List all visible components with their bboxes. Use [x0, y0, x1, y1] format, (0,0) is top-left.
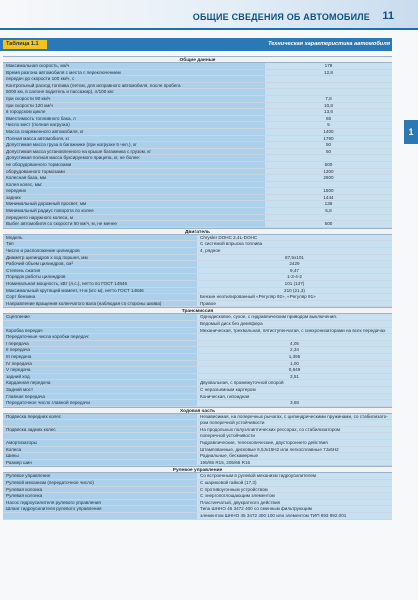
row-value: 1790	[265, 136, 392, 142]
row-label: задний ход	[3, 374, 197, 380]
row-label: Диаметр цилиндров x ход поршня, мм	[3, 255, 197, 261]
row-value: Однодисковое, сухое, с гидравлическим приводом выключения.	[197, 314, 392, 320]
table-row	[3, 96, 392, 103]
table-row	[3, 347, 392, 354]
table-row	[3, 341, 392, 348]
row-label: Максимальная скорость, км/ч	[3, 63, 265, 69]
row-label: Выбег автомобиля со скорости 50 км/ч, м, не менее	[3, 221, 265, 227]
table-row	[3, 268, 392, 275]
row-value: 13,6	[265, 109, 392, 115]
table-row	[3, 241, 392, 248]
row-value: 2429	[197, 261, 392, 267]
row-value: 1,00	[197, 361, 392, 367]
table-row	[3, 460, 392, 467]
row-value: 178	[265, 63, 392, 69]
row-value: 4,05	[197, 341, 392, 347]
row-value: 3,51	[197, 374, 392, 380]
table-row	[3, 248, 392, 255]
row-value: Штампованные, дисковые 6,5Jx15H2 или легкосплавные 7Jx6H2	[197, 447, 392, 453]
row-label: не оборудованного тормозами	[3, 162, 265, 168]
header-rule	[0, 28, 418, 30]
page-number: 11	[382, 10, 394, 22]
row-label: Рулевая колонка	[3, 493, 197, 499]
table-row	[3, 447, 392, 454]
row-value: Ведомый диск без демпфера	[197, 321, 392, 327]
row-value: 12,8	[265, 70, 392, 76]
table-title: Техническая характеристика автомобиля	[268, 41, 390, 47]
table-row	[3, 361, 392, 368]
table-row	[3, 208, 392, 215]
row-value: Пластинчатый, двукратного действия	[197, 500, 392, 506]
row-label: Сцепление	[3, 314, 197, 320]
row-label: Время разгона автомобиля с места с переключением	[3, 70, 265, 76]
row-value	[265, 215, 392, 221]
table-row	[3, 142, 392, 149]
row-value: 9,47	[197, 268, 392, 274]
row-label: оборудованного тормозами	[3, 169, 265, 175]
row-label: Задний мост	[3, 387, 197, 393]
row-value: Chrysler DOHC 2,4L-DOHC	[197, 235, 392, 241]
row-value: 1,395	[197, 354, 392, 360]
row-value: 0,849	[197, 367, 392, 373]
row-value: Коническая, гипоидная	[197, 394, 392, 400]
row-value: Независимая, на поперечных рычагах, с цилиндрическими пружинами, со стабилизато-	[197, 414, 392, 420]
table-row	[3, 427, 392, 434]
row-label	[3, 420, 197, 426]
table-row	[3, 221, 392, 228]
table-row	[3, 500, 392, 507]
table-row	[3, 420, 392, 427]
row-label: Направление вращения коленчатого вала (наблюдая со стороны шкива)	[3, 301, 197, 307]
row-label: Колеса	[3, 447, 197, 453]
table-row	[3, 188, 392, 195]
table-row	[3, 354, 392, 361]
table-row	[3, 294, 392, 301]
table-row	[3, 83, 392, 90]
row-label: в городском цикле	[3, 109, 265, 115]
table-row	[3, 513, 392, 520]
row-value: поперечной устойчивости	[197, 433, 392, 439]
row-value: 500	[265, 221, 392, 227]
row-label: Подвеска задних колес	[3, 427, 197, 433]
table-section	[3, 407, 392, 467]
row-value: 500	[265, 162, 392, 168]
row-label: 5000 км, в салоне водитель и пассажир), л/100 км:	[3, 89, 265, 95]
row-label: Коробка передач	[3, 328, 197, 334]
row-label: передних	[3, 188, 265, 194]
row-label: III передача	[3, 354, 197, 360]
row-value: 1500	[265, 188, 392, 194]
page-header	[0, 0, 418, 30]
table-section	[3, 228, 392, 308]
row-label: при скорости 90 км/ч	[3, 96, 265, 102]
table-row	[3, 487, 392, 494]
table-row	[3, 334, 392, 341]
table-row	[3, 473, 392, 480]
row-label: Сорт бензина	[3, 294, 197, 300]
row-value: Типа ШННО 45 3472 400 со сменным фильтрующим	[197, 506, 392, 512]
row-label: Контрольный расход топлива (летом, для исправного автомобиля, после пробега	[3, 83, 265, 89]
row-label: Главная передача	[3, 394, 197, 400]
row-label: Полная масса автомобиля, кг	[3, 136, 265, 142]
table-row	[3, 169, 392, 176]
row-value: Механическая, трехвальная, пятиступенчатая, с синхронизаторами на всех передачах	[197, 328, 392, 334]
row-value: 87,5x101	[197, 255, 392, 261]
row-value: 136	[265, 201, 392, 207]
row-label: Амортизаторы	[3, 440, 197, 446]
table-row	[3, 440, 392, 447]
row-label: Подвеска передних колес	[3, 414, 197, 420]
row-value: 5,8	[265, 208, 392, 214]
table-row	[3, 201, 392, 208]
table-row	[3, 89, 392, 96]
row-value: 50	[265, 149, 392, 155]
table-row	[3, 480, 392, 487]
table-row	[3, 155, 392, 162]
row-label: Колея колес, мм:	[3, 182, 265, 188]
row-label: Насос гидроусилителя рулевого управления	[3, 500, 197, 506]
row-label: Тип	[3, 241, 197, 247]
row-label: задних	[3, 195, 265, 201]
row-value	[265, 83, 392, 89]
row-value: 210 (21,3)	[197, 288, 392, 294]
row-value: Правое	[197, 301, 392, 307]
table-row	[3, 129, 392, 136]
row-label: Допустимая масса установленного на крыше багажника с грузом, кг	[3, 149, 265, 155]
row-value: Бензин неэтилированный «Регуляр 92», «Регуляр 91»	[197, 294, 392, 300]
section-title: Двигатель	[3, 228, 392, 235]
row-label: Шины	[3, 453, 197, 459]
row-label: Передаточное число главной передачи	[3, 400, 197, 406]
table-row	[3, 70, 392, 77]
row-value: 1444	[265, 195, 392, 201]
row-value: 4, рядное	[197, 248, 392, 254]
row-value: 1300	[265, 169, 392, 175]
table-row	[3, 175, 392, 182]
row-label: Число мест (полная нагрузка)	[3, 122, 265, 128]
table-row	[3, 301, 392, 308]
row-value	[265, 89, 392, 95]
table-row	[3, 380, 392, 387]
table-row	[3, 122, 392, 129]
row-value: На продольных полуэллиптических рессорах, со стабилизатором	[197, 427, 392, 433]
row-value: С противоугонным устройством	[197, 487, 392, 493]
row-label: Шланг гидроусилителя рулевого управления	[3, 506, 197, 512]
page-header-title: ОБЩИЕ СВЕДЕНИЯ ОБ АВТОМОБИЛЕ	[192, 12, 370, 22]
row-label: Максимальный крутящий момент, Н·м (кгс·м), нетто ГОСТ 14846	[3, 288, 197, 294]
row-value: 3,58	[197, 400, 392, 406]
row-value: 50	[265, 142, 392, 148]
row-label: Минимальный дорожный просвет, мм	[3, 201, 265, 207]
row-value: ром поперечной устойчивости	[197, 420, 392, 426]
row-label	[3, 513, 197, 519]
table-row	[3, 63, 392, 70]
row-value: 2600	[265, 175, 392, 181]
row-label: II передача	[3, 347, 197, 353]
table-row	[3, 374, 392, 381]
row-label: Передаточные числа коробки передач:	[3, 334, 197, 340]
row-value: Двухвальная, с промежуточной опорой	[197, 380, 392, 386]
row-label: Допустимая масса груза в багажнике (при нагрузке 5 чел.), кг	[3, 142, 265, 148]
table-row	[3, 506, 392, 513]
row-value: 195/65 R15, 205/65 R15	[197, 460, 392, 466]
row-label: Колесная база, мм	[3, 175, 265, 181]
table-row	[3, 215, 392, 222]
table-row	[3, 116, 392, 123]
table-row	[3, 414, 392, 421]
table-row	[3, 149, 392, 156]
row-value: 2,34	[197, 347, 392, 353]
table-row	[3, 261, 392, 268]
row-value: С шариковой гайкой (17,3)	[197, 480, 392, 486]
table-number: Таблица 1.1	[3, 40, 47, 49]
table-row	[3, 274, 392, 281]
table-row	[3, 288, 392, 295]
row-label: Порядок работы цилиндров	[3, 274, 197, 280]
row-value: 7,8	[265, 96, 392, 102]
row-value	[265, 155, 392, 161]
table-row	[3, 76, 392, 83]
table-row	[3, 109, 392, 116]
row-value	[197, 334, 392, 340]
row-label	[3, 433, 197, 439]
row-label: Масса снаряженного автомобиля, кг	[3, 129, 265, 135]
row-label: переднего наружного колеса, м	[3, 215, 265, 221]
row-label: Рулевая колонка	[3, 487, 197, 493]
row-label: Рулевой механизм (передаточное число)	[3, 480, 197, 486]
row-value: 5	[265, 122, 392, 128]
row-value: С системой впрыска топлива	[197, 241, 392, 247]
row-value	[265, 182, 392, 188]
row-label: Число и расположение цилиндров	[3, 248, 197, 254]
table-section	[3, 56, 392, 228]
row-value	[265, 76, 392, 82]
row-value: С энергопоглощающим элементом	[197, 493, 392, 499]
row-value: Гидравлические, телескопические, двустороннего действия	[197, 440, 392, 446]
row-value: 101 (137)	[197, 281, 392, 287]
table-row	[3, 400, 392, 407]
row-label: Допустимая полная масса буксируемого прицепа, кг, не более:	[3, 155, 265, 161]
table-row	[3, 493, 392, 500]
spec-table	[3, 56, 392, 600]
table-row	[3, 182, 392, 189]
table-row	[3, 136, 392, 143]
row-label	[3, 321, 197, 327]
row-value: С неразъемным картером	[197, 387, 392, 393]
table-row	[3, 195, 392, 202]
row-label: при скорости 120 км/ч	[3, 103, 265, 109]
table-row	[3, 433, 392, 440]
row-value: 65	[265, 116, 392, 122]
row-value: Радиальные, бескамерные	[197, 453, 392, 459]
table-row	[3, 328, 392, 335]
section-title: Общие данные	[3, 56, 392, 63]
row-label: Вместимость топливного бака, л	[3, 116, 265, 122]
row-label: Рабочий объем цилиндров, см³	[3, 261, 197, 267]
section-title: Рулевое управление	[3, 466, 392, 473]
row-label: Размер шин	[3, 460, 197, 466]
row-label: Модель	[3, 235, 197, 241]
row-label: IV передача	[3, 361, 197, 367]
row-label: Минимальный радиус поворота по колее	[3, 208, 265, 214]
row-label: Рулевое управление	[3, 473, 197, 479]
row-label: Степень сжатия	[3, 268, 197, 274]
row-value: элементом ШННО 45 3472 400 100 или элементом ТИП 893 892.001	[197, 513, 392, 519]
row-value: 1400	[265, 129, 392, 135]
chapter-tab: 1	[404, 120, 418, 144]
row-label: Карданная передача	[3, 380, 197, 386]
row-value: 10,8	[265, 103, 392, 109]
section-title: Ходовая часть	[3, 407, 392, 414]
table-row	[3, 255, 392, 262]
table-row	[3, 453, 392, 460]
table-row	[3, 367, 392, 374]
row-value: 1-3-4-2	[197, 274, 392, 280]
table-section	[3, 466, 392, 519]
row-label: передач до скорости 100 км/ч, с	[3, 76, 265, 82]
table-row	[3, 314, 392, 321]
row-label: I передача	[3, 341, 197, 347]
table-row	[3, 394, 392, 401]
table-row	[3, 235, 392, 242]
table-row	[3, 103, 392, 110]
table-row	[3, 281, 392, 288]
row-value: Со встроенным в рулевой механизм гидроусилителем	[197, 473, 392, 479]
row-label: Номинальная мощность, кВт (л.с.), нетто по ГОСТ 14846	[3, 281, 197, 287]
table-section	[3, 307, 392, 406]
section-title: Трансмиссия	[3, 307, 392, 314]
table-row	[3, 162, 392, 169]
row-label: V передача	[3, 367, 197, 373]
table-row	[3, 387, 392, 394]
table-row	[3, 321, 392, 328]
